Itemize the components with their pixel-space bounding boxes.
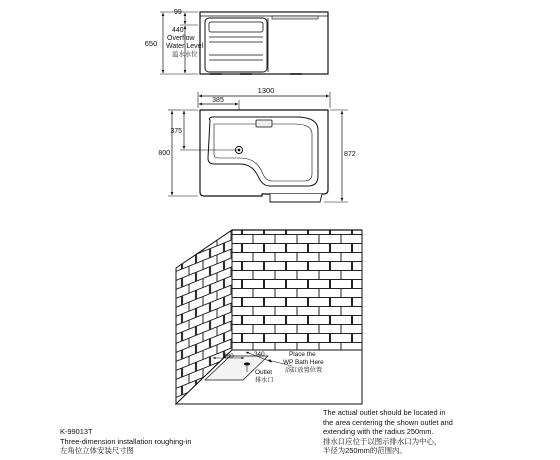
room-dim-a: 380 <box>223 353 234 360</box>
room-3d-view <box>176 230 362 404</box>
place-label-1: Place the <box>289 351 316 358</box>
outlet-note-line-1: The actual outlet should be located in <box>323 408 446 417</box>
dim-overall-height: 650 <box>144 39 158 48</box>
outlet-note-line-5: 半径为250mm的范围内。 <box>323 446 407 456</box>
dim-length: 1300 <box>257 86 275 95</box>
place-label-cn: 浴缸放置位置 <box>285 367 323 374</box>
place-label-2: WP Bath Here <box>283 359 324 366</box>
outlet-floor <box>244 362 250 365</box>
outlet-note-line-3: extending with the radius 250mm. <box>323 427 434 437</box>
caption-block <box>60 427 191 456</box>
dim-depth-right: 872 <box>344 151 356 158</box>
dim-outlet-y: 375 <box>170 128 182 135</box>
caption-model: K-99013T <box>60 427 93 436</box>
overflow-label-en-1: Overflow <box>167 35 195 42</box>
elevation-view <box>145 9 328 74</box>
room-dim-b: 340 <box>254 351 265 358</box>
outlet-label-cn: 排水口 <box>255 377 274 384</box>
overflow-plate <box>256 120 272 127</box>
caption-title-en: Three-dimension installation roughing-in <box>60 436 192 446</box>
outlet-label-en: Outlet <box>255 369 273 376</box>
plan-view <box>158 86 355 202</box>
brick-back-wall <box>232 230 362 350</box>
dim-overflow: 440 <box>172 27 184 34</box>
outlet-note-line-2: the area centering the shown outlet and <box>323 417 453 427</box>
dim-depth-left: 800 <box>158 150 170 157</box>
outlet-note-block <box>323 408 453 456</box>
overflow-label-en-2: Water Level <box>166 43 204 50</box>
dim-outlet-x: 385 <box>212 97 224 104</box>
outlet-note-line-4: 排水口应位于以图示排水口为中心， <box>323 436 442 446</box>
caption-title-cn: 左角位立体安装尺寸图 <box>60 446 134 456</box>
overflow-label-cn: 溢水水位 <box>172 51 198 58</box>
dim-top: 99 <box>174 9 182 16</box>
